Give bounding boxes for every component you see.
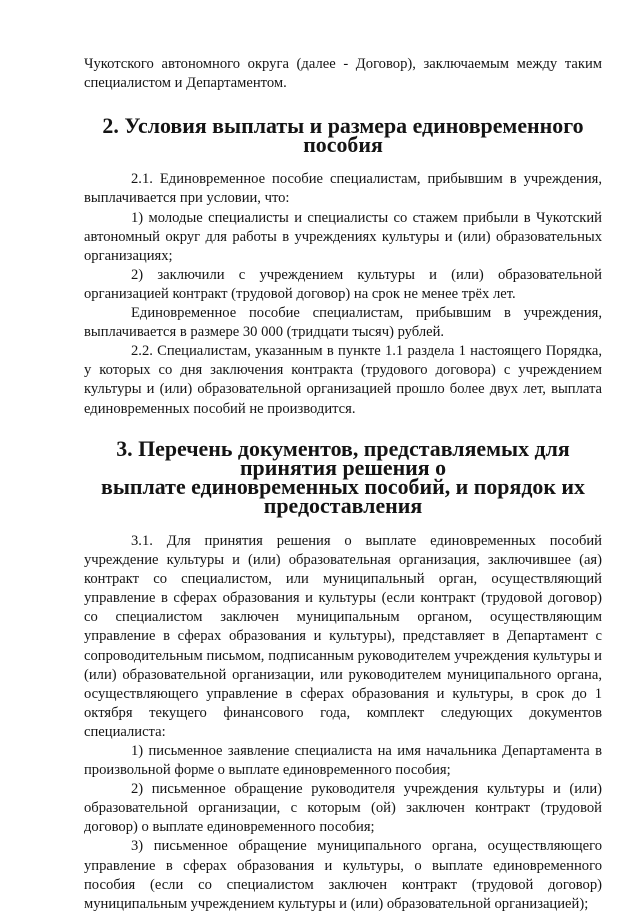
intro-continuation-paragraph: Чукотского автономного округа (далее - Договор), заключаемым между таким специалистом и Департаментом. [84,56,602,92]
section-2-heading: 2. Условия выплаты и размера единовременного пособия [102,113,584,158]
section-3-heading [84,435,602,518]
section-3-heading-line-2: выплате единовременных пособий, и порядок их предоставления [101,473,585,518]
document-item-2-paragraph: 2) письменное обращение руководителя учреждения культуры и (или) образовательной организации, с которым (ой) заключен контракт (трудовой договор) о выплате единовременного пособия; [84,781,602,836]
section-3-1-paragraph: 3.1. Для принятия решения о выплате единовременных пособий учреждение культуры и (или) образовательная организация, заключившее (ая) контракт со специалистом, или муниципальный орган, осуществляющий управление в сферах образования и культуры (если контракт (трудовой договор) со специалистом заключен муниципальным органом, осуществляющим управление в сферах образования и культуры), представляет в Департамент с сопроводительным письмом, подписанным руководителем учреждения культуры и (или) образовательной организации, или руководителем муниципального органа, осуществляющего управление в сферах образования и культуры, в срок до 1 октября текущего финансового года, комплект следующих документов специалиста: [84,532,602,740]
section-2-2-paragraph: 2.2. Специалистам, указанным в пункте 1.1 раздела 1 настоящего Порядка, у которых со дня заключения контракта (трудового договора) с учреждением культуры и (или) образовательной организацией прошло более двух лет, выплата единовременных пособий не производится. [84,343,602,417]
document-item-1-paragraph: 1) письменное заявление специалиста на имя начальника Департамента в произвольной форме о выплате единовременного пособия; [84,743,602,779]
condition-2-paragraph: 2) заключили с учреждением культуры и (или) образовательной организацией контракт (трудовой договор) на срок не менее трёх лет. [84,266,602,302]
section-2-1-paragraph: 2.1. Единовременное пособие специалистам, прибывшим в учреждения, выплачивается при условии, что: [84,171,602,207]
section-3-heading-line-1: 3. Перечень документов, представляемых для принятия решения о [116,435,570,480]
condition-1-paragraph: 1) молодые специалисты и специалисты со стажем прибыли в Чукотский автономный округ для работы в учреждениях культуры и (или) образовательных организациях; [84,209,602,264]
document-item-3-paragraph: 3) письменное обращение муниципального органа, осуществляющего управление в сферах образования и культуры, о выплате единовременного пособия (если со специалистом заключен контракт (трудовой договор) муниципальным учреждением культуры и (или) образовательной организацией); [84,838,602,912]
payment-amount-paragraph: Единовременное пособие специалистам, прибывшим в учреждения, выплачивается в размере 30 000 (тридцати тысяч) рублей. [84,305,602,341]
document-page [84,55,602,914]
